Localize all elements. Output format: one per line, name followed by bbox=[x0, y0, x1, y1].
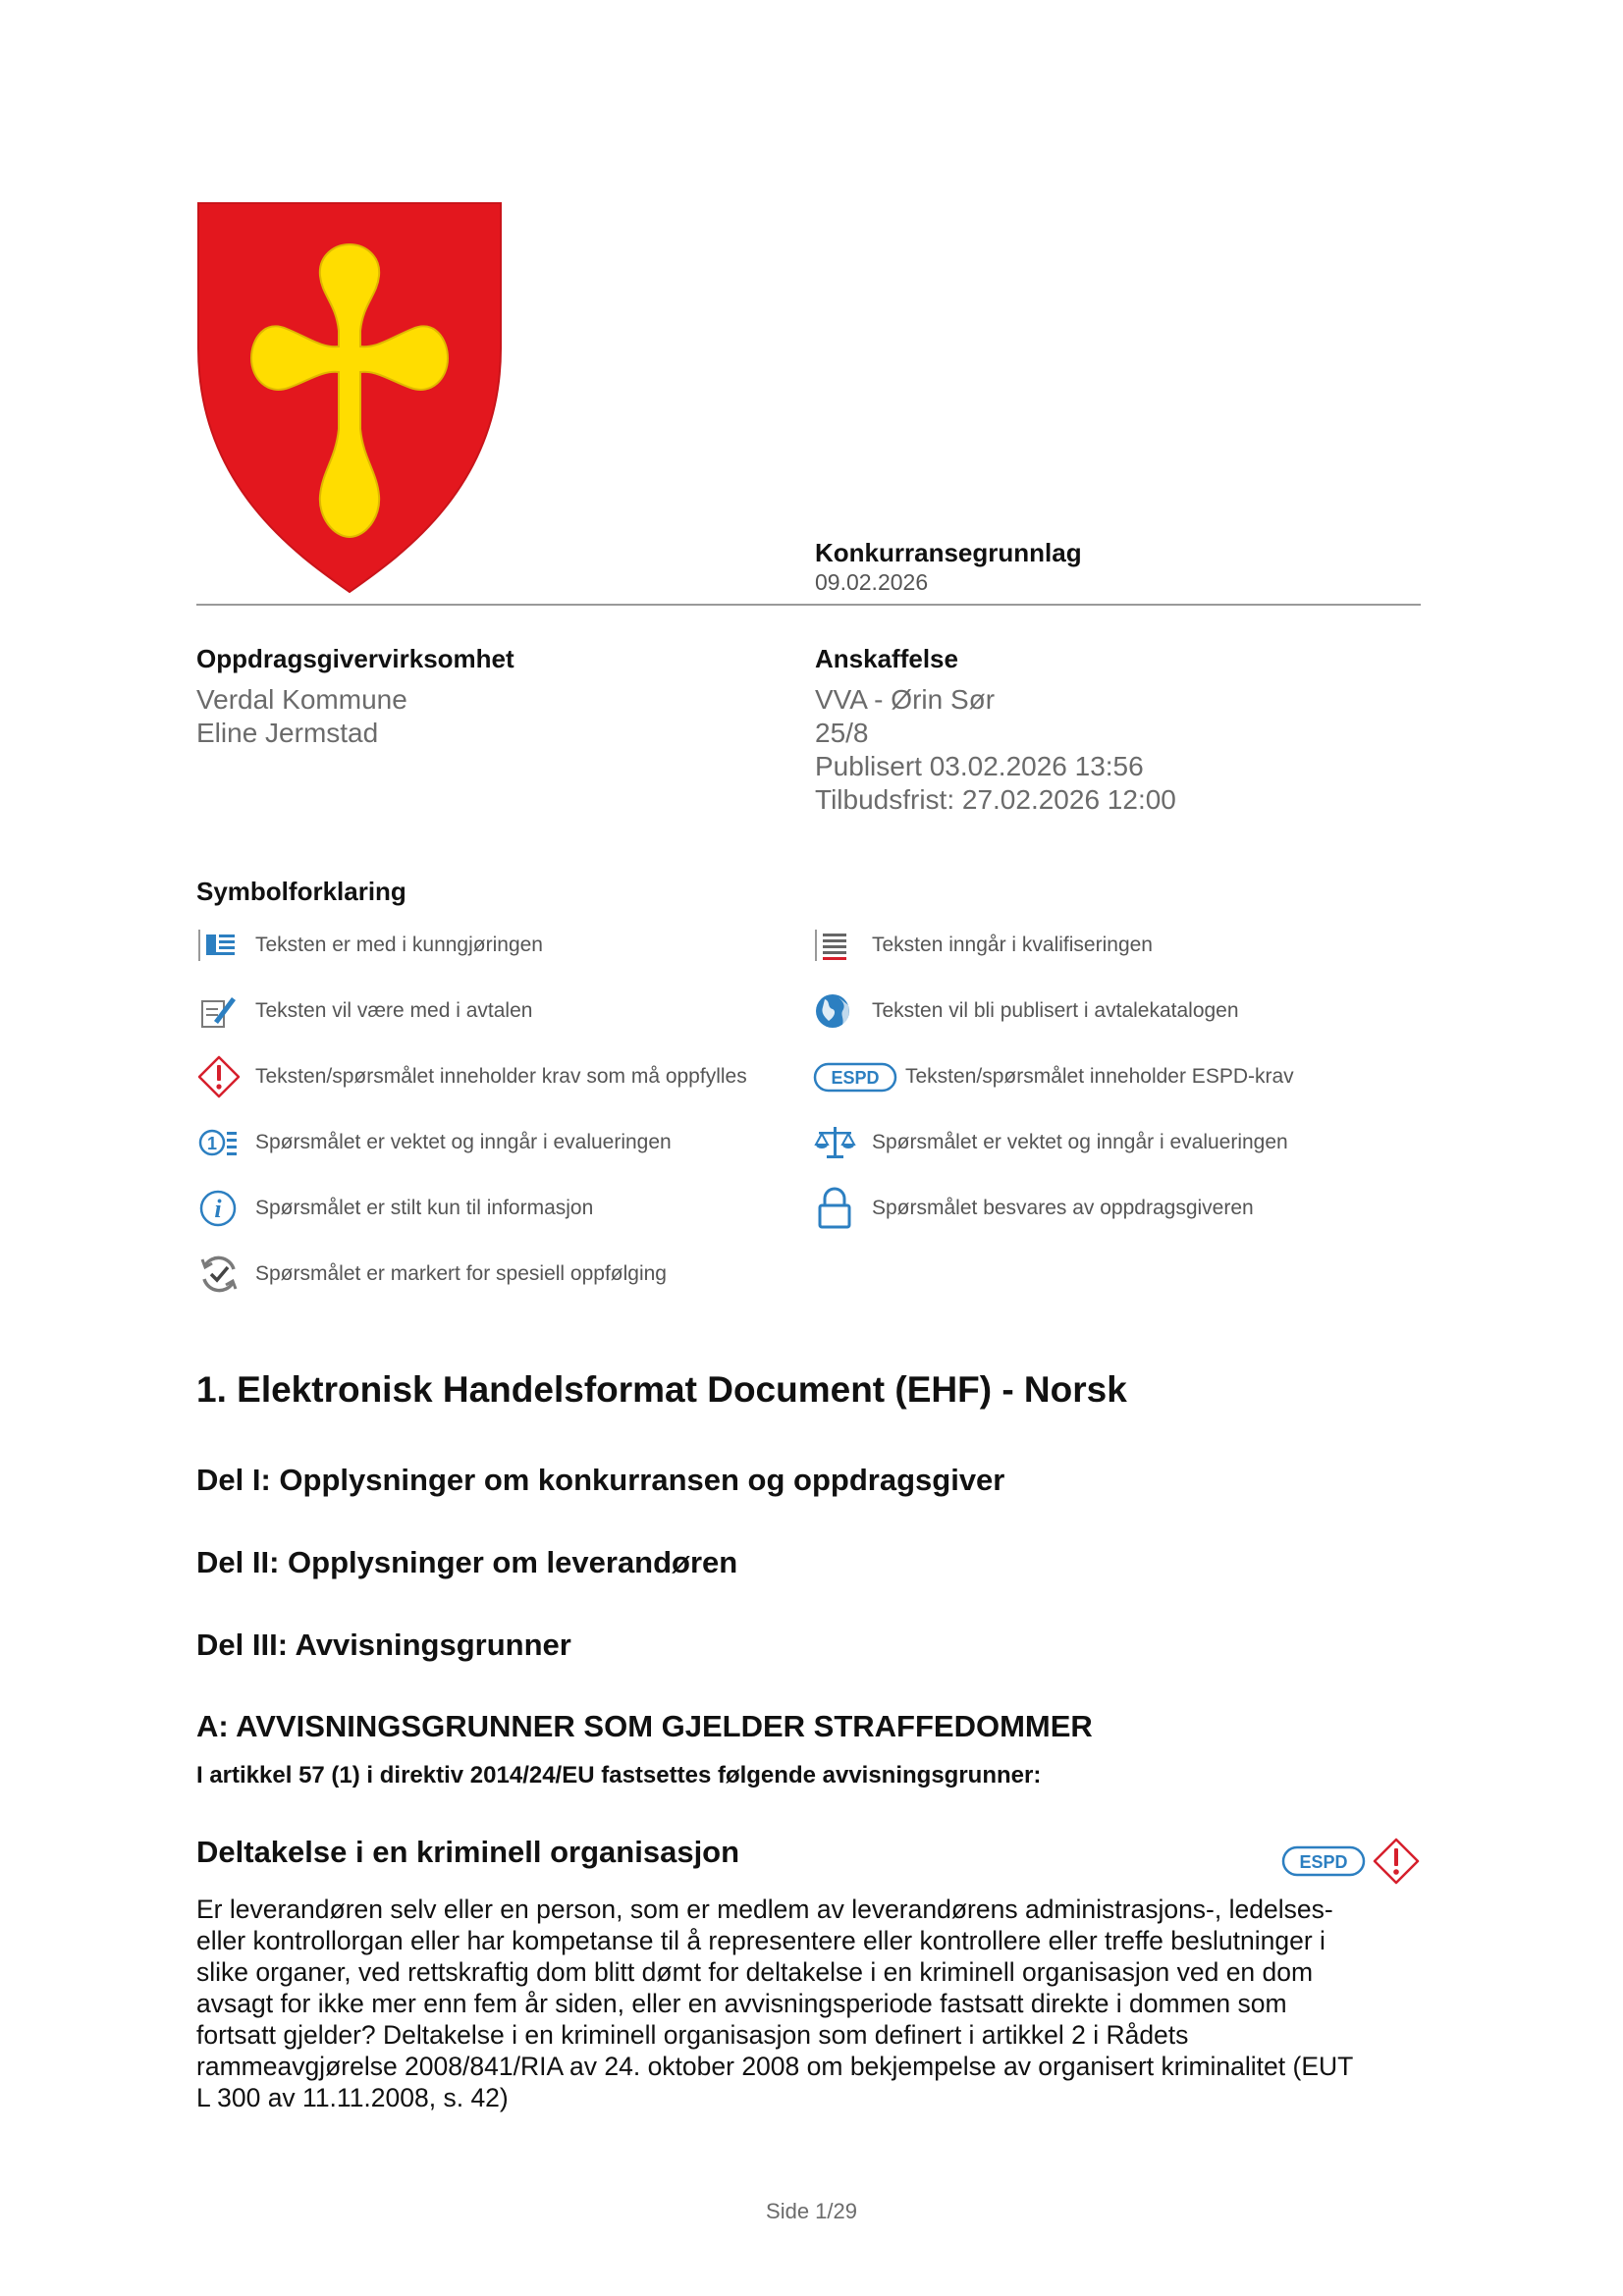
espd-badge-icon bbox=[1281, 1843, 1366, 1879]
question-line: rammeavgjørelse 2008/841/RIA av 24. oktober 2008 om bekjempelse av organisert kriminalitet (EUT bbox=[196, 2052, 1354, 2081]
page-number: Side 1/29 bbox=[766, 2199, 857, 2223]
legend-left-column bbox=[196, 923, 747, 1297]
procurement-heading: Anskaffelse bbox=[815, 644, 958, 673]
legend-title: Symbolforklaring bbox=[196, 877, 406, 906]
legend-text: Spørsmålet besvares av oppdragsgiveren bbox=[872, 1197, 1254, 1219]
part-heading: Del I: Opplysninger om konkurransen og oppdragsgiver bbox=[196, 1463, 1005, 1497]
legend-text: Teksten er med i kunngjøringen bbox=[255, 934, 543, 956]
svg-text:ESPD: ESPD bbox=[831, 1068, 880, 1088]
part-heading: Del II: Opplysninger om leverandøren bbox=[196, 1545, 738, 1579]
legend-text: Teksten/spørsmålet inneholder krav som må oppfylles bbox=[255, 1065, 747, 1088]
legend-item bbox=[813, 1054, 1294, 1099]
weighted-numbered-icon bbox=[196, 1123, 242, 1162]
subsection-note: I artikkel 57 (1) i direktiv 2014/24/EU fastsettes følgende avvisningsgrunner: bbox=[196, 1762, 1042, 1789]
procurement-deadline: Tilbudsfrist: 27.02.2026 12:00 bbox=[815, 784, 1176, 815]
svg-text:i: i bbox=[214, 1195, 222, 1223]
espd-badge-icon bbox=[813, 1054, 899, 1099]
question-line: slike organer, ved rettskraftig dom blitt dømt for deltakelse i en kriminell organisasjon ved en dom bbox=[196, 1957, 1314, 1987]
warning-diamond-icon bbox=[1372, 1837, 1421, 1886]
legend-item bbox=[196, 1054, 747, 1099]
procurement-reference: 25/8 bbox=[815, 718, 869, 748]
client-contact: Eline Jermstad bbox=[196, 718, 379, 748]
legend-item bbox=[196, 1252, 747, 1297]
warning-diamond-icon bbox=[196, 1054, 242, 1099]
svg-text:ESPD: ESPD bbox=[1299, 1852, 1348, 1872]
qualification-icon bbox=[813, 926, 858, 965]
question-line: eller kontrollorgan eller har kompetanse til å representere eller kontrollere eller treffe beslutninger i bbox=[196, 1926, 1325, 1955]
info-icon bbox=[196, 1189, 242, 1228]
header-divider bbox=[196, 604, 1421, 606]
client-heading: Oppdragsgivervirksomhet bbox=[196, 644, 514, 673]
client-organization: Verdal Kommune bbox=[196, 684, 407, 715]
legend-text: Teksten inngår i kvalifiseringen bbox=[872, 934, 1153, 956]
legend-right-column bbox=[813, 923, 1294, 1231]
legend-item bbox=[196, 1186, 747, 1231]
procurement-published: Publisert 03.02.2026 13:56 bbox=[815, 751, 1144, 781]
procurement-block bbox=[815, 683, 1176, 817]
scales-icon bbox=[813, 1123, 858, 1162]
legend-text: Teksten vil være med i avtalen bbox=[255, 999, 533, 1022]
legend-item bbox=[813, 923, 1294, 968]
legend-item bbox=[813, 1186, 1294, 1231]
question-title: Deltakelse i en kriminell organisasjon bbox=[196, 1835, 740, 1869]
legend-item bbox=[813, 988, 1294, 1034]
question-line: L 300 av 11.11.2008, s. 42) bbox=[196, 2083, 509, 2112]
document-date: 09.02.2026 bbox=[815, 569, 929, 595]
legend-item bbox=[196, 923, 747, 968]
coat-of-arms-logo bbox=[196, 201, 503, 594]
question-line: fortsatt gjelder? Deltakelse i en kriminell organisasjon som definert i artikkel 2 i Rådets bbox=[196, 2020, 1189, 2050]
legend-text: Spørsmålet er vektet og inngår i evalueringen bbox=[255, 1131, 672, 1153]
lock-icon bbox=[813, 1186, 858, 1231]
legend-text: Teksten vil bli publisert i avtalekatalogen bbox=[872, 999, 1239, 1022]
question-body bbox=[196, 1894, 1424, 2113]
question-line: Er leverandøren selv eller en person, som er medlem av leverandørens administrasjons-, ledelses- bbox=[196, 1895, 1333, 1924]
procurement-name: VVA - Ørin Sør bbox=[815, 684, 996, 715]
subsection-title: A: AVVISNINGSGRUNNER SOM GJELDER STRAFFEDOMMER bbox=[196, 1709, 1093, 1743]
announcement-icon bbox=[196, 926, 242, 965]
svg-text:1: 1 bbox=[206, 1134, 218, 1153]
contract-edit-icon bbox=[196, 991, 242, 1031]
document-type: Konkurransegrunnlag bbox=[815, 538, 1082, 567]
legend-text: Spørsmålet er vektet og inngår i evalueringen bbox=[872, 1131, 1288, 1153]
followup-check-icon bbox=[196, 1252, 242, 1297]
question-line: avsagt for ikke mer enn fem år siden, eller en avvisningsperiode fastsatt direkte i dommen som bbox=[196, 1989, 1287, 2018]
client-block bbox=[196, 683, 407, 750]
section-title: 1. Elektronisk Handelsformat Document (EHF) - Norsk bbox=[196, 1369, 1127, 1410]
legend-text: Spørsmålet er markert for spesiell oppfølging bbox=[255, 1262, 667, 1285]
legend-text: Spørsmålet er stilt kun til informasjon bbox=[255, 1197, 594, 1219]
legend-text: Teksten/spørsmålet inneholder ESPD-krav bbox=[905, 1065, 1294, 1088]
legend-item bbox=[196, 1120, 747, 1165]
globe-icon bbox=[813, 991, 858, 1031]
legend-item bbox=[813, 1120, 1294, 1165]
legend-item bbox=[196, 988, 747, 1034]
part-heading: Del III: Avvisningsgrunner bbox=[196, 1628, 571, 1662]
question-icons bbox=[1281, 1837, 1421, 1886]
